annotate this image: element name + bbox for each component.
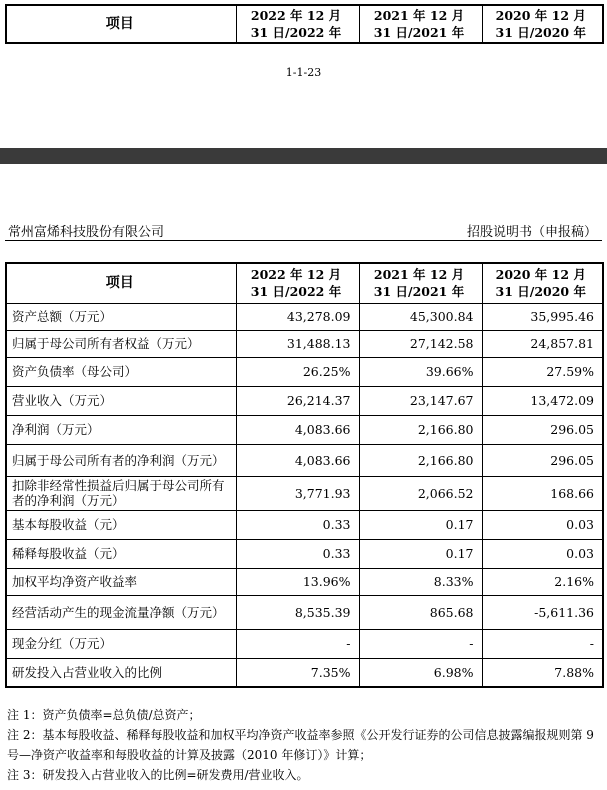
page-number: 1-1-23 — [285, 66, 322, 79]
financial-summary-table — [5, 262, 604, 688]
previous-page-table-header — [5, 4, 604, 44]
row-label: 现金分红（万元） — [6, 629, 236, 658]
table-row — [6, 357, 603, 386]
value-2021: 0.17 — [359, 539, 482, 568]
value-2021: 23,147.67 — [359, 386, 482, 415]
note-1: 注 1：资产负债率=总负债/总资产； — [7, 708, 201, 722]
value-2022: 7.35% — [236, 658, 359, 687]
value-2020: 296.05 — [482, 444, 603, 476]
value-2022: 8,535.39 — [236, 595, 359, 629]
header-item: 项目 — [6, 263, 236, 303]
value-2021: 45,300.84 — [359, 303, 482, 330]
table-row — [6, 539, 603, 568]
value-2022: 13.96% — [236, 568, 359, 595]
table-row — [6, 510, 603, 539]
value-2020: 0.03 — [482, 510, 603, 539]
table-row — [6, 476, 603, 510]
row-label: 研发投入占营业收入的比例 — [6, 658, 236, 687]
note-3: 注 3：研发投入占营业收入的比例=研发费用/营业收入。 — [7, 768, 309, 782]
value-2022: 31,488.13 — [236, 330, 359, 357]
header-item: 项目 — [6, 5, 236, 43]
row-label: 经营活动产生的现金流量净额（万元） — [6, 595, 236, 629]
header-rule — [5, 240, 602, 241]
table-row — [6, 386, 603, 415]
value-2020: 168.66 — [482, 476, 603, 510]
row-label: 扣除非经常性损益后归属于母公司所有者的净利润（万元） — [6, 476, 236, 510]
value-2022: 3,771.93 — [236, 476, 359, 510]
value-2020: 27.59% — [482, 357, 603, 386]
value-2021: - — [359, 629, 482, 658]
table-row — [6, 568, 603, 595]
table-row — [6, 595, 603, 629]
row-label: 基本每股收益（元） — [6, 510, 236, 539]
header-2022: 2022 年 12 月 31 日/2022 年 — [236, 263, 359, 303]
value-2021: 27,142.58 — [359, 330, 482, 357]
value-2022: 26.25% — [236, 357, 359, 386]
table-row — [6, 658, 603, 687]
header-2020: 2020 年 12 月 31 日/2020 年 — [482, 263, 603, 303]
row-label: 稀释每股收益（元） — [6, 539, 236, 568]
value-2021: 2,166.80 — [359, 444, 482, 476]
value-2020: 0.03 — [482, 539, 603, 568]
value-2022: 43,278.09 — [236, 303, 359, 330]
header-2022: 2022 年 12 月 31 日/2022 年 — [236, 5, 359, 43]
document-title: 招股说明书（申报稿） — [466, 225, 597, 240]
value-2022: 0.33 — [236, 539, 359, 568]
row-label: 加权平均净资产收益率 — [6, 568, 236, 595]
table-row — [6, 629, 603, 658]
value-2022: 0.33 — [236, 510, 359, 539]
value-2020: 2.16% — [482, 568, 603, 595]
page-divider — [0, 148, 607, 164]
table-notes — [7, 705, 603, 785]
row-label: 归属于母公司所有者的净利润（万元） — [6, 444, 236, 476]
value-2021: 39.66% — [359, 357, 482, 386]
header-2021: 2021 年 12 月 31 日/2021 年 — [359, 263, 482, 303]
value-2021: 865.68 — [359, 595, 482, 629]
table-row — [6, 303, 603, 330]
note-2: 注 2：基本每股收益、稀释每股收益和加权平均净资产收益率参照《公开发行证券的公司信息披露编报规则第 9 号—净资产收益率和每股收益的计算及披露（2010 年修订）》计算； — [7, 728, 594, 762]
row-label: 资产总额（万元） — [6, 303, 236, 330]
value-2020: - — [482, 629, 603, 658]
value-2020: 296.05 — [482, 415, 603, 444]
value-2022: 26,214.37 — [236, 386, 359, 415]
row-label: 归属于母公司所有者权益（万元） — [6, 330, 236, 357]
row-label: 营业收入（万元） — [6, 386, 236, 415]
header-2021: 2021 年 12 月 31 日/2021 年 — [359, 5, 482, 43]
value-2022: - — [236, 629, 359, 658]
value-2020: -5,611.36 — [482, 595, 603, 629]
value-2022: 4,083.66 — [236, 415, 359, 444]
value-2021: 2,066.52 — [359, 476, 482, 510]
value-2021: 8.33% — [359, 568, 482, 595]
row-label: 资产负债率（母公司） — [6, 357, 236, 386]
value-2021: 2,166.80 — [359, 415, 482, 444]
value-2021: 0.17 — [359, 510, 482, 539]
value-2020: 24,857.81 — [482, 330, 603, 357]
table-row — [6, 415, 603, 444]
value-2022: 4,083.66 — [236, 444, 359, 476]
value-2021: 6.98% — [359, 658, 482, 687]
value-2020: 7.88% — [482, 658, 603, 687]
company-name: 常州富烯科技股份有限公司 — [8, 225, 165, 240]
value-2020: 35,995.46 — [482, 303, 603, 330]
row-label: 净利润（万元） — [6, 415, 236, 444]
table-row — [6, 444, 603, 476]
header-2020: 2020 年 12 月 31 日/2020 年 — [482, 5, 603, 43]
table-row — [6, 330, 603, 357]
value-2020: 13,472.09 — [482, 386, 603, 415]
